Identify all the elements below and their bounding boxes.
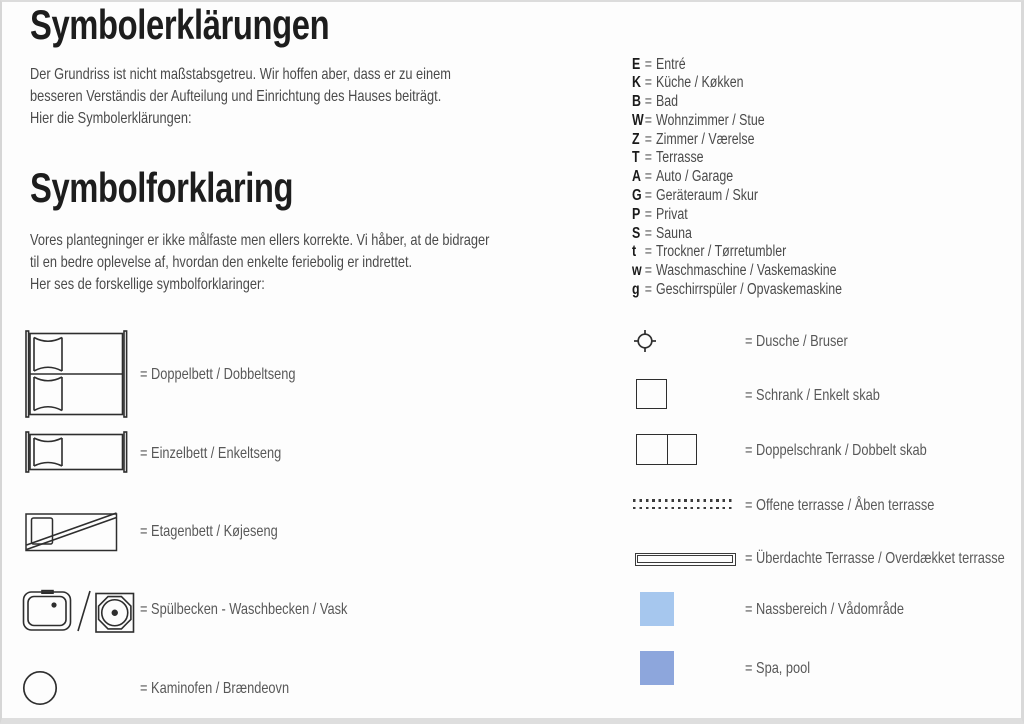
- legend-row: Z = Zimmer / Værelse: [632, 130, 755, 148]
- double-cabinet-icon: [636, 434, 697, 465]
- covered-terrace-icon: [635, 553, 736, 566]
- legend-row: w = Waschmaschine / Vaskemaskine: [632, 262, 837, 280]
- cabinet-icon: [636, 379, 667, 409]
- legend-row: T = Terrasse: [632, 149, 704, 167]
- wet-area-swatch: [640, 592, 674, 626]
- legend-row: K = Küche / Køkken: [632, 74, 744, 92]
- wood-stove-icon: [22, 670, 58, 706]
- covered-terrace-label: = Überdachte Terrasse / Overdækket terrasse: [745, 550, 1005, 567]
- spa-pool-swatch: [640, 651, 674, 685]
- legend-row: S = Sauna: [632, 224, 692, 242]
- single-bed-label: = Einzelbett / Enkeltseng: [140, 445, 282, 462]
- double-cabinet-label: = Doppelschrank / Dobbelt skab: [745, 442, 927, 459]
- sink-icon: [22, 584, 136, 636]
- german-title: Symbolerklärungen: [30, 1, 330, 48]
- open-terrace-label: = Offene terrasse / Åben terrasse: [745, 497, 935, 514]
- spa-pool-label: = Spa, pool: [745, 660, 811, 677]
- danish-intro: Vores plantegninger er ikke målfaste men ellers korrekte. Vi håber, at de bidrager til en bedre oplevelse af, hvordan den enkelte feriebolig er indrettet. Her ses de forskellige symbolforklaringer:: [30, 232, 490, 293]
- legend-row: B = Bad: [632, 93, 679, 111]
- wood-stove-label: = Kaminofen / Brændeovn: [140, 680, 290, 697]
- danish-title: Symbolforklaring: [30, 164, 294, 211]
- wet-area-label: = Nassbereich / Vådområde: [745, 601, 905, 618]
- bunk-bed-icon: [25, 512, 118, 552]
- sink-label: = Spülbecken - Waschbecken / Vask: [140, 601, 348, 618]
- legend-row: P = Privat: [632, 205, 688, 223]
- legend-row: A = Auto / Garage: [632, 168, 734, 186]
- shower-label: = Dusche / Bruser: [745, 333, 848, 350]
- open-terrace-icon: [633, 499, 732, 509]
- legend-row: G = Geräteraum / Skur: [632, 187, 758, 205]
- single-bed-icon: [25, 431, 128, 473]
- legend-row: t = Trockner / Tørretumbler: [632, 243, 787, 261]
- legend-row: W= Wohnzimmer / Stue: [632, 111, 765, 129]
- room-letter-legend: [632, 56, 895, 300]
- legend-row: E = Entré: [632, 55, 686, 73]
- german-intro: Der Grundriss ist nicht maßstabsgetreu. Wir hoffen aber, dass er zu einem besseren Verständis der Aufteilung und Einrichtung des Hauses beiträgt. Hier die Symbolerklärungen:: [30, 66, 451, 127]
- double-bed-icon: [25, 330, 128, 418]
- bunk-bed-label: = Etagenbett / Køjeseng: [140, 523, 278, 540]
- legend-row: g = Geschirrspüler / Opvaskemaskine: [632, 281, 843, 299]
- shower-icon: [633, 329, 657, 353]
- cabinet-label: = Schrank / Enkelt skab: [745, 387, 880, 404]
- double-bed-label: = Doppelbett / Dobbeltseng: [140, 366, 296, 383]
